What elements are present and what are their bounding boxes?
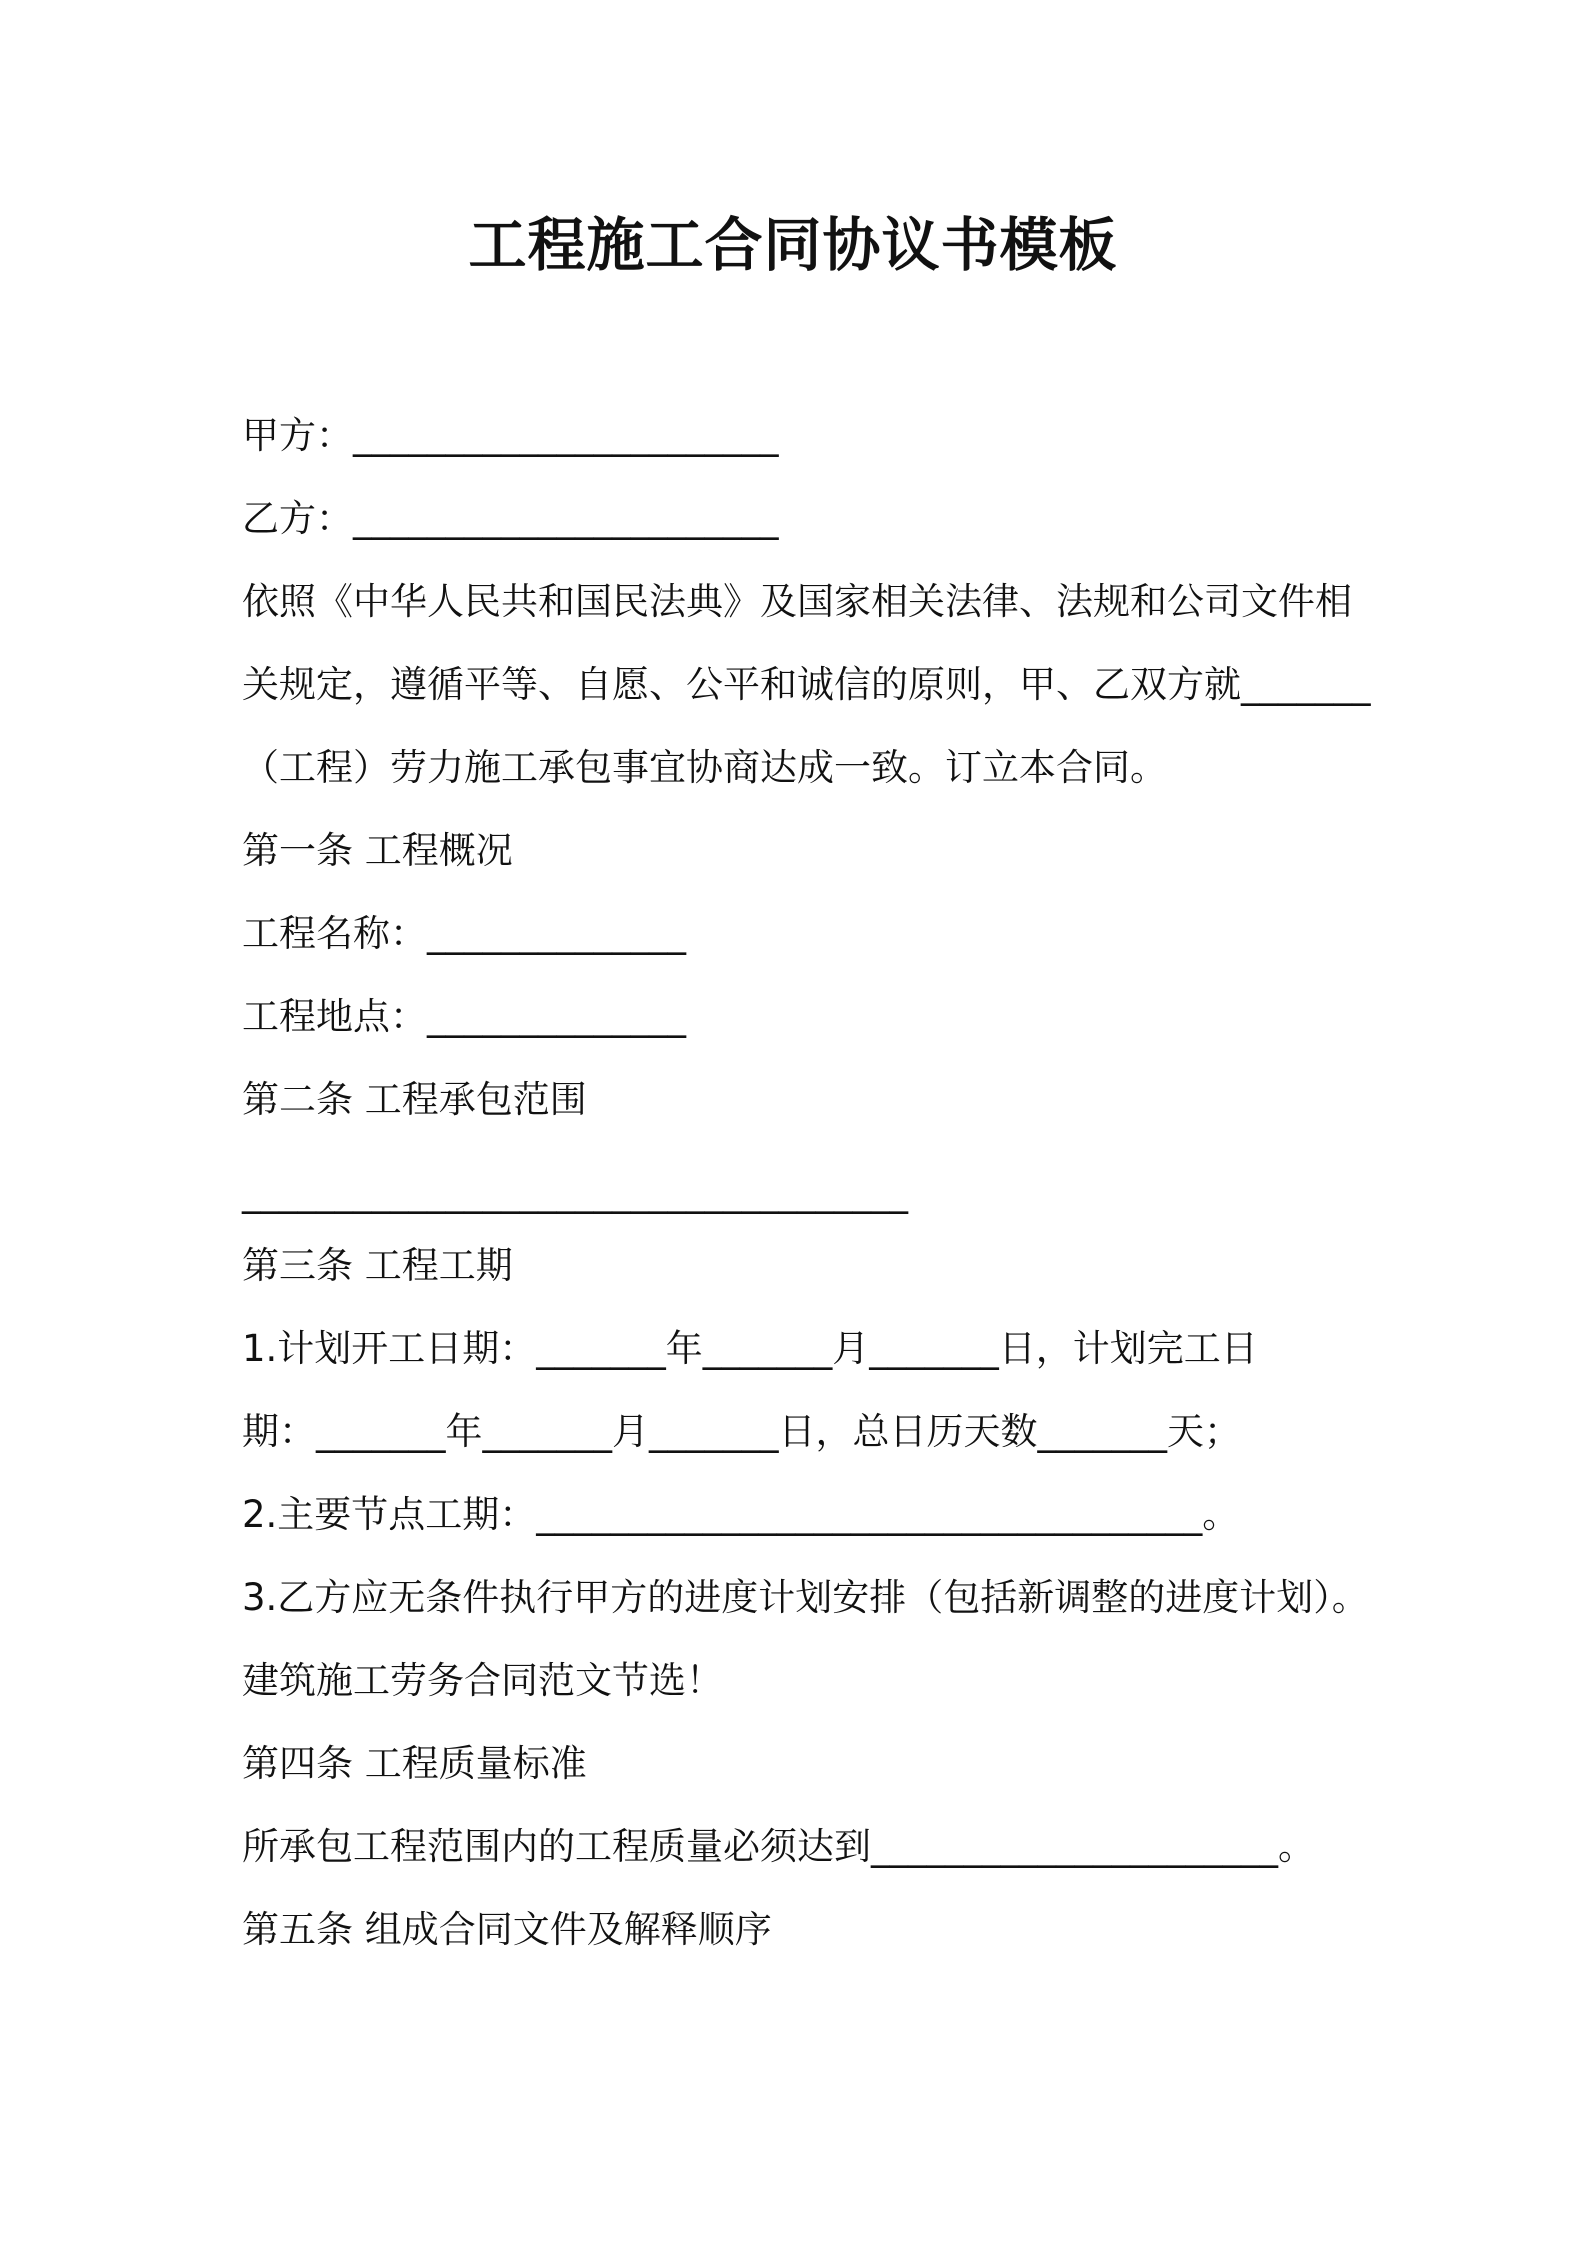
project-location-line: 工程地点：______________ — [242, 995, 686, 1038]
schedule-line-1: 1.计划开工日期：_______年_______月_______日，计划完工日 — [242, 1327, 1258, 1370]
article-2-heading: 第二条 工程承包范围 — [242, 1078, 587, 1121]
party-a-line: 甲方：_______________________ — [242, 414, 779, 457]
progress-plan-line: 3.乙方应无条件执行甲方的进度计划安排（包括新调整的进度计划）。 — [242, 1576, 1369, 1619]
preamble-line-3: （工程）劳力施工承包事宜协商达成一致。订立本合同。 — [242, 746, 1167, 789]
preamble-line-1: 依照《中华人民共和国民法典》及国家相关法律、法规和公司文件相 — [242, 580, 1352, 623]
article-1-heading: 第一条 工程概况 — [242, 829, 513, 872]
quality-standard-line: 所承包工程范围内的工程质量必须达到______________________。 — [242, 1825, 1315, 1868]
article-5-heading: 第五条 组成合同文件及解释顺序 — [242, 1908, 772, 1951]
milestone-line: 2.主要节点工期：____________________________________。 — [242, 1493, 1240, 1536]
excerpt-note-line: 建筑施工劳务合同范文节选！ — [242, 1659, 723, 1702]
project-name-line: 工程名称：______________ — [242, 912, 686, 955]
document-title: 工程施工合同协议书模板 — [468, 211, 1118, 279]
article-4-heading: 第四条 工程质量标准 — [242, 1742, 587, 1785]
preamble-line-2: 关规定，遵循平等、自愿、公平和诚信的原则，甲、乙双方就_______ — [242, 663, 1371, 706]
scope-blank-line: ____________________________________ — [242, 1171, 908, 1214]
party-b-line: 乙方：_______________________ — [242, 497, 779, 540]
schedule-line-2: 期：_______年_______月_______日，总日历天数_______天； — [242, 1410, 1241, 1453]
article-3-heading: 第三条 工程工期 — [242, 1244, 513, 1287]
